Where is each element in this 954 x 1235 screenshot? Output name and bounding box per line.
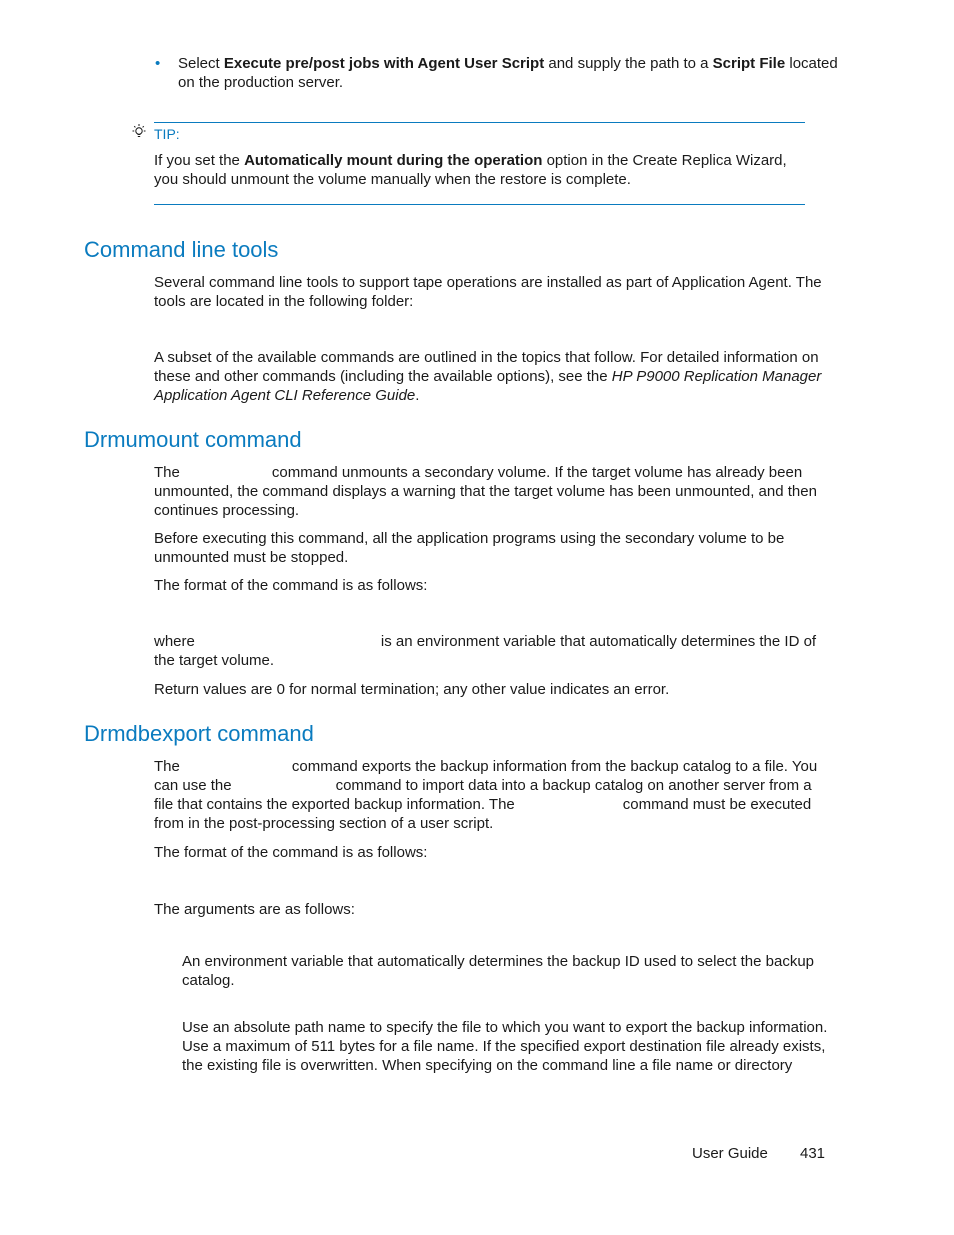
drmdbexport-paragraph-2: The format of the command is as follows: bbox=[154, 844, 428, 861]
bullet-marker: • bbox=[155, 55, 161, 72]
drmumount-paragraph-1: The command unmounts a secondary volume. If the target volume has already been unmounted, the command displays a warning that the target volume has been unmounted, and then continues processing. bbox=[154, 464, 817, 519]
bullet-item: Select Execute pre/post jobs with Agent User Script and supply the path to a Script File located on the production server. bbox=[178, 55, 838, 91]
drmdbexport-paragraph-3: The arguments are as follows: bbox=[154, 901, 355, 918]
drmdbexport-paragraph-1: The command exports the backup information from the backup catalog to a file. You can use the command to import data into a backup catalog on another server from a file that contains the exported backup information. The command must be executed from in the post-processing section of a user script. bbox=[154, 758, 818, 832]
tip-top-rule bbox=[154, 122, 805, 123]
argument-backup-id-description: An environment variable that automatically determines the backup ID used to select the backup catalog. bbox=[182, 953, 815, 989]
page-number: 431 bbox=[800, 1145, 826, 1162]
clt-paragraph-2: A subset of the available commands are outlined in the topics that follow. For detailed information on these and other commands (including the available options), see the HP P9000 Replication Manager Application Agent CLI Reference Guide. bbox=[154, 349, 822, 404]
tip-bottom-rule bbox=[154, 204, 805, 205]
footer-label: User Guide bbox=[692, 1145, 768, 1162]
heading-drmdbexport: Drmdbexport command bbox=[84, 721, 314, 746]
lightbulb-icon bbox=[130, 123, 148, 141]
heading-drmumount: Drmumount command bbox=[84, 427, 302, 452]
argument-export-file-description: Use an absolute path name to specify the file to which you want to export the backup information. Use a maximum of 511 bytes for a file name. If the specified export destination file already exists, the existing file is overwritten. When specifying on the command line a file name or directory bbox=[182, 1019, 828, 1074]
drmumount-paragraph-3: The format of the command is as follows: bbox=[154, 577, 428, 594]
drmumount-paragraph-2: Before executing this command, all the application programs using the secondary volume to be unmounted must be stopped. bbox=[154, 530, 785, 566]
tip-text: If you set the Automatically mount during the operation option in the Create Replica Wizard, you should unmount the volume manually when the restore is complete. bbox=[154, 152, 787, 188]
tip-label: TIP: bbox=[154, 126, 180, 142]
heading-command-line-tools: Command line tools bbox=[84, 237, 279, 262]
clt-paragraph-1: Several command line tools to support tape operations are installed as part of Application Agent. The tools are located in the following folder: bbox=[154, 274, 822, 310]
drmumount-paragraph-5: Return values are 0 for normal termination; any other value indicates an error. bbox=[154, 681, 670, 698]
drmumount-paragraph-4: where is an environment variable that automatically determines the ID of the target volume. bbox=[154, 633, 817, 669]
